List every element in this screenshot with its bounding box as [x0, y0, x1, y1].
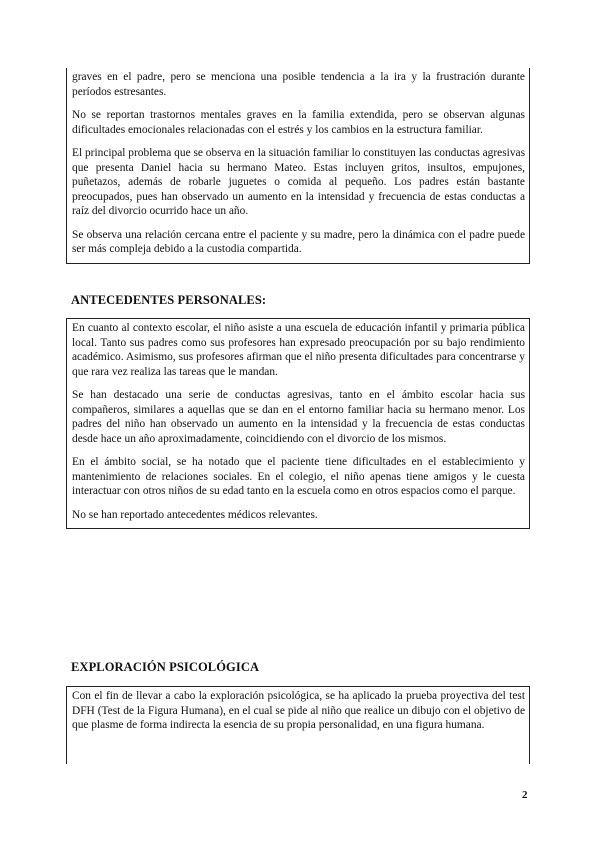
section-heading-antecedentes: ANTECEDENTES PERSONALES:: [71, 293, 267, 307]
paragraph: El principal problema que se observa en la situación familiar lo constituyen las conductas agresivas que presenta Daniel hacia su hermano Mateo. Estas incluyen gritos, insultos, empujones, puñetazos, además de robarle juguetes o comida al pequeño. Los padres están bastante preocupados, pues han observado un aumento en la intensidad y frecuencia de estas conductas a raíz del divorcio ocurrido hace un año.: [72, 147, 525, 217]
section-heading-exploracion: EXPLORACIÓN PSICOLÓGICA: [71, 660, 260, 674]
family-history-box: [66, 68, 530, 264]
paragraph: En cuanto al contexto escolar, el niño asiste a una escuela de educación infantil y primaria pública local. Tanto sus padres como sus profesores han expresado preocupación por su bajo rendimiento académico. Asimismo, sus profesores afirman que el niño presenta dificultades para concentrarse y que rara vez realiza las tareas que le mandan.: [72, 322, 525, 378]
psychological-exploration-box: [66, 686, 530, 764]
paragraph: Se observa una relación cercana entre el paciente y su madre, pero la dinámica con el padre puede ser más compleja debido a la custodia compartida.: [72, 228, 525, 255]
paragraph: No se han reportado antecedentes médicos relevantes.: [72, 508, 318, 521]
paragraph: No se reportan trastornos mentales graves en la familia extendida, pero se observan algunas dificultades emocionales relacionadas con el estrés y los cambios en la estructura familiar.: [72, 109, 525, 136]
paragraph: En el ámbito social, se ha notado que el paciente tiene dificultades en el establecimiento y mantenimiento de relaciones sociales. En el colegio, el niño apenas tiene amigos y le cuesta interactuar con otros niños de su edad tanto en la escuela como en otros espacios como el parque.: [72, 456, 525, 497]
paragraph: graves en el padre, pero se menciona una posible tendencia a la ira y la frustración durante períodos estresantes.: [72, 71, 525, 98]
personal-history-box: [66, 318, 530, 529]
paragraph: Se han destacado una serie de conductas agresivas, tanto en el ámbito escolar hacia sus compañeros, similares a aquellas que se dan en el entorno familiar hacia su hermano menor. Los padres del niño han observado un aumento en la intensidad y la frecuencia de estas conductas desde hace un año aproximadamente, coincidiendo con el divorcio de los mismos.: [72, 389, 525, 445]
page-number: 2: [522, 789, 528, 801]
paragraph: Con el fin de llevar a cabo la exploración psicológica, se ha aplicado la prueba proyectiva del test DFH (Test de la Figura Humana), en el cual se pide al niño que realice un dibujo con el objetivo de que plasme de forma indirecta la esencia de su propia personalidad, en una figura humana.: [72, 690, 525, 731]
